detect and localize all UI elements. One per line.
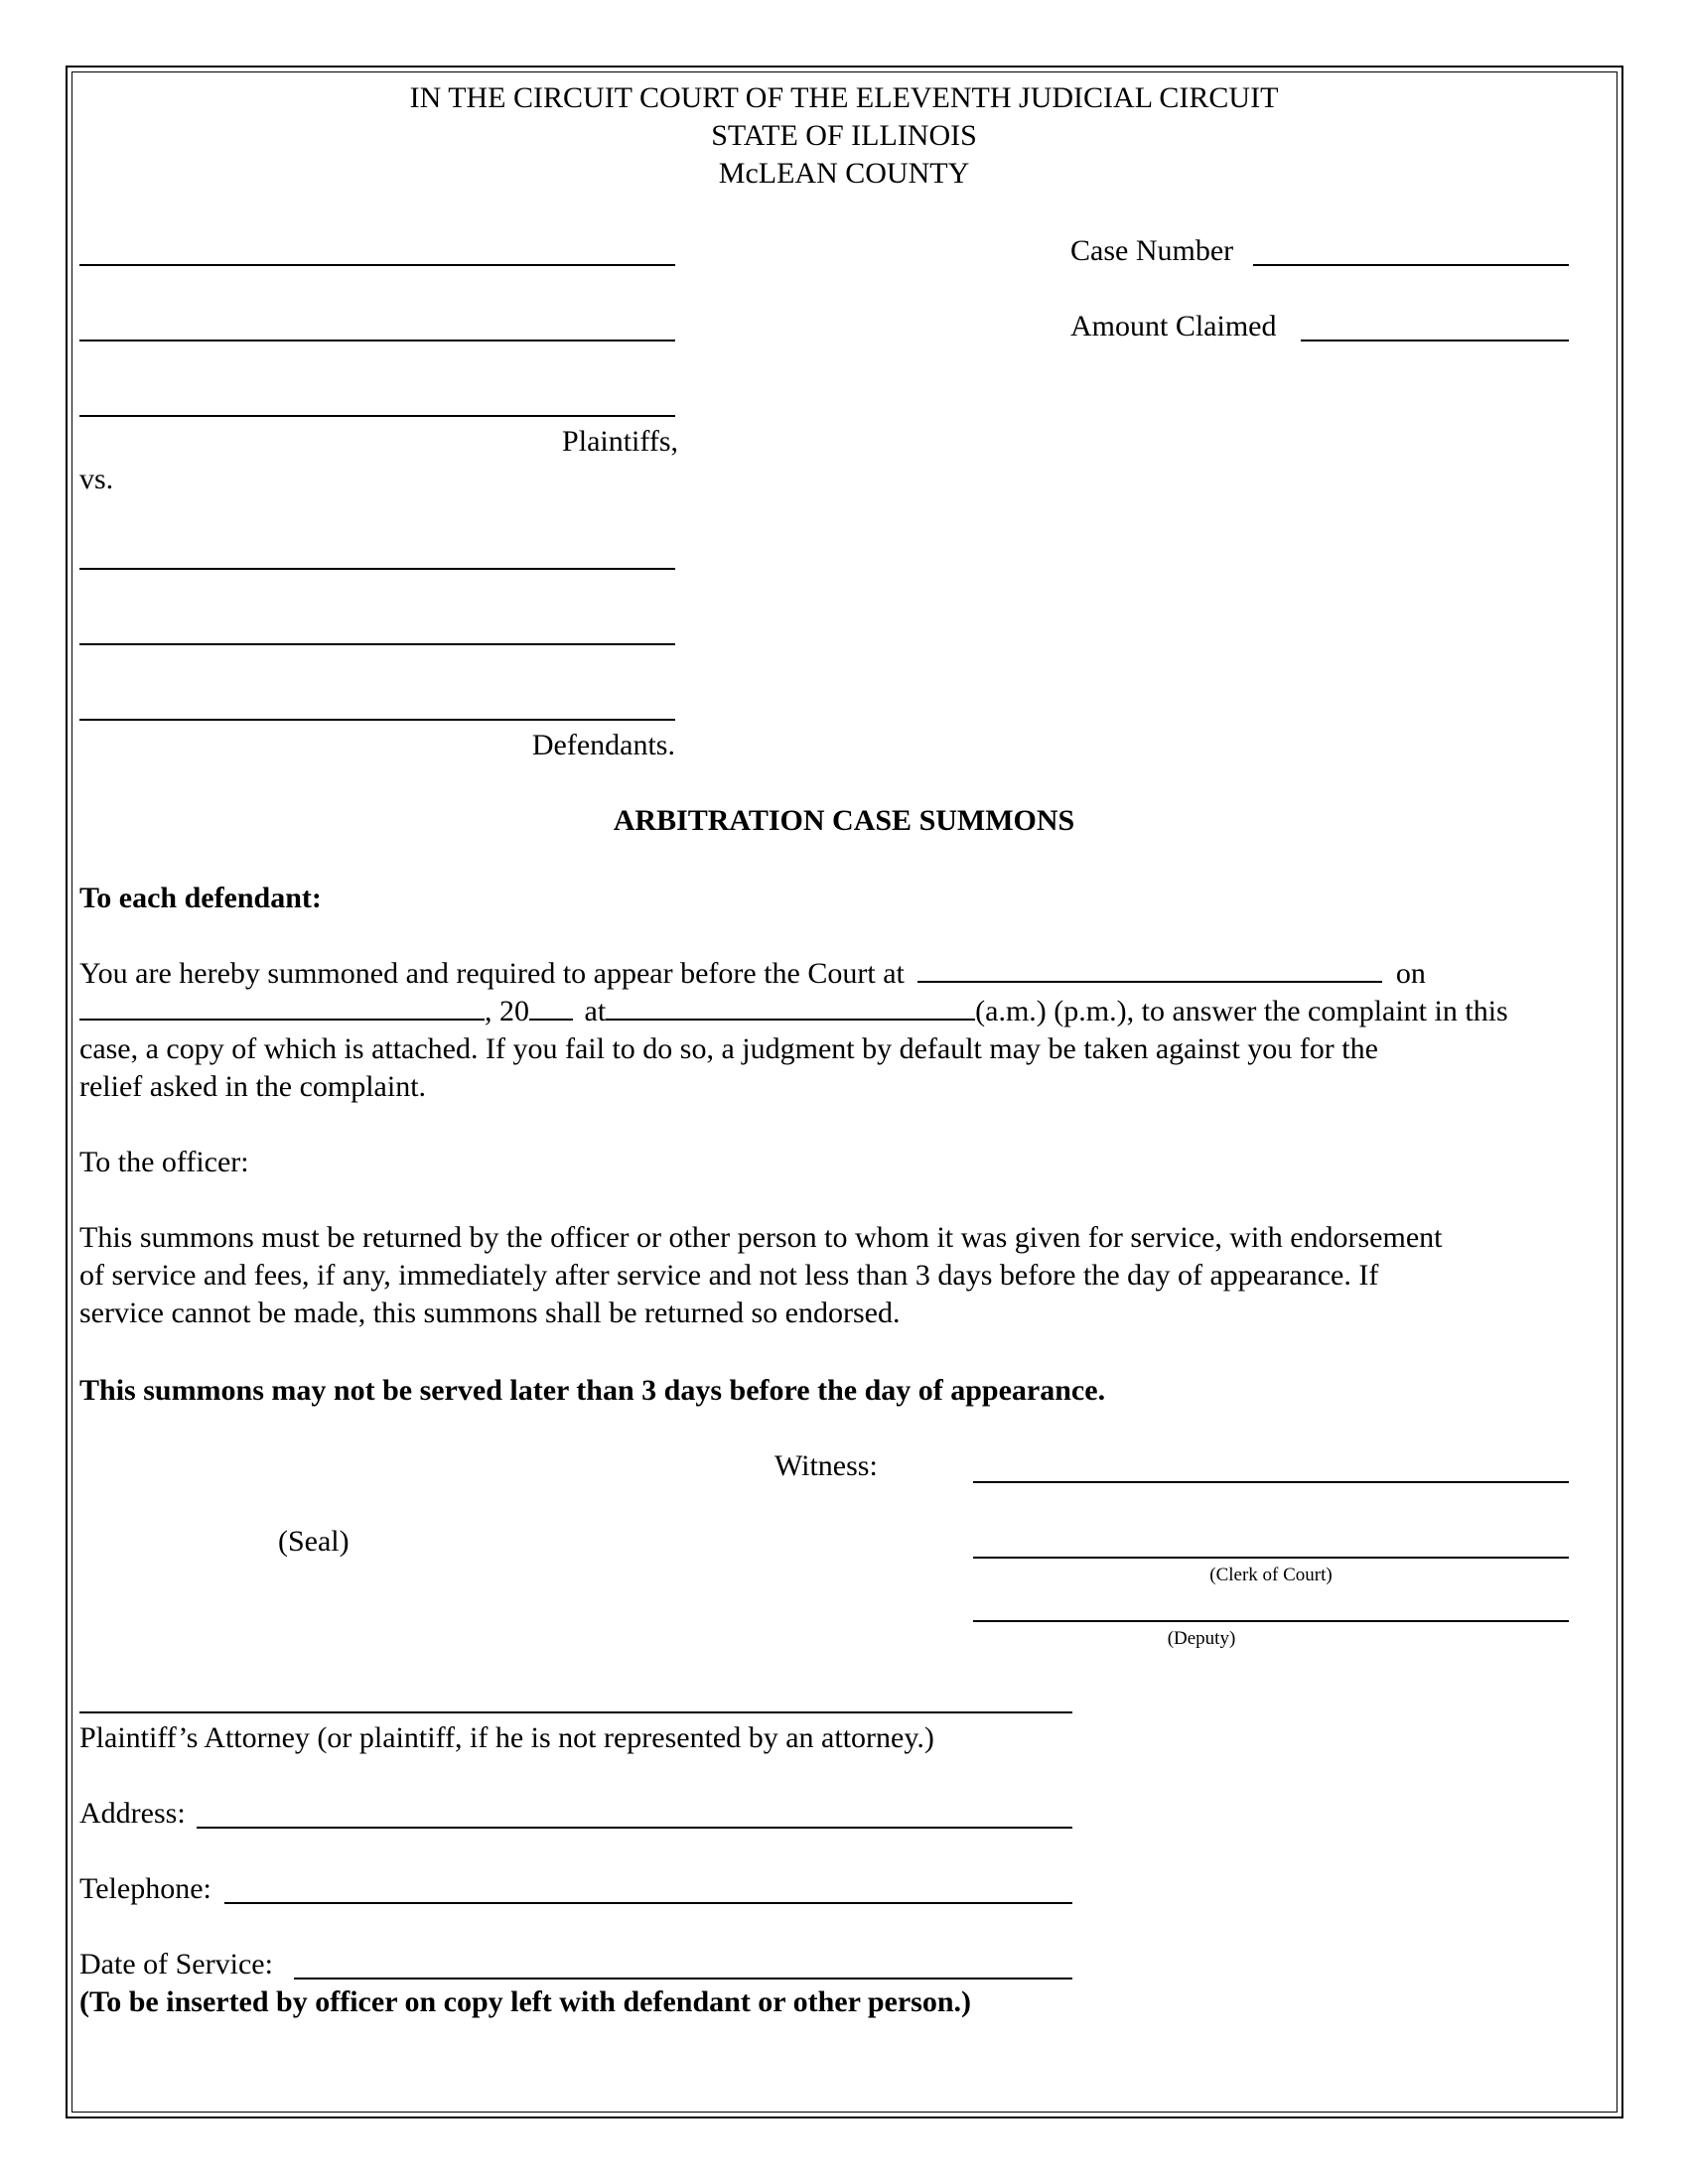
amount-claimed-label: Amount Claimed: [1070, 310, 1277, 342]
summons-text-1a: You are hereby summoned and required to appear before the Court at: [79, 957, 905, 990]
attorney-label: Plaintiff’s Attorney (or plaintiff, if he is not represented by an attorney.): [79, 1721, 934, 1754]
vs-label: vs.: [79, 463, 114, 495]
address-label: Address:: [79, 1797, 186, 1830]
case-number-field[interactable]: [1253, 264, 1569, 266]
summons-line-4: relief asked in the complaint.: [79, 1070, 427, 1103]
defendant-line-1[interactable]: [79, 568, 675, 570]
plaintiff-line-2[interactable]: [79, 340, 675, 341]
court-location-field[interactable]: [917, 955, 1382, 983]
appearance-date-field[interactable]: [79, 993, 485, 1021]
attorney-signature-line[interactable]: [79, 1711, 1072, 1713]
summons-text-1b: on: [1395, 957, 1426, 990]
date-of-service-field[interactable]: [294, 1978, 1072, 1979]
plaintiff-line-3[interactable]: [79, 415, 675, 417]
address-field[interactable]: [197, 1827, 1072, 1829]
defendants-label: Defendants.: [531, 729, 675, 761]
officer-line-2: of service and fees, if any, immediately after service and not less than 3 days before the day of appearance. If: [79, 1259, 1379, 1292]
case-number-label: Case Number: [1070, 234, 1234, 267]
document-title: ARBITRATION CASE SUMMONS: [613, 804, 1075, 837]
plaintiffs-label: Plaintiffs,: [562, 425, 678, 458]
clerk-label: (Clerk of Court): [1209, 1565, 1333, 1585]
defendant-line-3[interactable]: [79, 719, 675, 721]
telephone-label: Telephone:: [79, 1872, 211, 1905]
summons-text-2b: at: [584, 995, 607, 1027]
appearance-time-field[interactable]: [606, 993, 975, 1021]
summons-text-2c: (a.m.) (p.m.), to answer the complaint in this: [975, 995, 1508, 1027]
to-officer-heading: To the officer:: [79, 1146, 249, 1178]
summons-line-1: [79, 955, 1426, 993]
court-name: IN THE CIRCUIT COURT OF THE ELEVENTH JUDICIAL CIRCUIT: [409, 81, 1279, 114]
to-defendant-heading: To each defendant:: [79, 882, 322, 914]
date-of-service-note: (To be inserted by officer on copy left with defendant or other person.): [79, 1985, 972, 2018]
date-of-service-label: Date of Service:: [79, 1948, 273, 1980]
amount-claimed-field[interactable]: [1301, 340, 1569, 341]
summons-line-2: [79, 993, 1508, 1030]
court-state: STATE OF ILLINOIS: [711, 119, 977, 152]
summons-line-3: case, a copy of which is attached. If you fail to do so, a judgment by default may be taken against you for the: [79, 1032, 1378, 1065]
witness-signature-line[interactable]: [973, 1481, 1569, 1483]
appearance-year-field[interactable]: [529, 993, 573, 1021]
service-notice: This summons may not be served later than 3 days before the day of appearance.: [79, 1374, 1106, 1407]
witness-label: Witness:: [774, 1449, 878, 1482]
deputy-signature-line[interactable]: [973, 1620, 1569, 1622]
plaintiff-line-1[interactable]: [79, 264, 675, 266]
telephone-field[interactable]: [224, 1902, 1072, 1904]
summons-text-2a: , 20: [485, 995, 529, 1027]
clerk-signature-line[interactable]: [973, 1557, 1569, 1559]
seal-label: (Seal): [278, 1525, 350, 1558]
deputy-label: (Deputy): [1167, 1628, 1236, 1649]
court-county: McLEAN COUNTY: [718, 157, 970, 190]
officer-line-1: This summons must be returned by the officer or other person to whom it was given for service, with endorsement: [79, 1221, 1443, 1254]
defendant-line-2[interactable]: [79, 643, 675, 645]
officer-line-3: service cannot be made, this summons shall be returned so endorsed.: [79, 1297, 901, 1329]
